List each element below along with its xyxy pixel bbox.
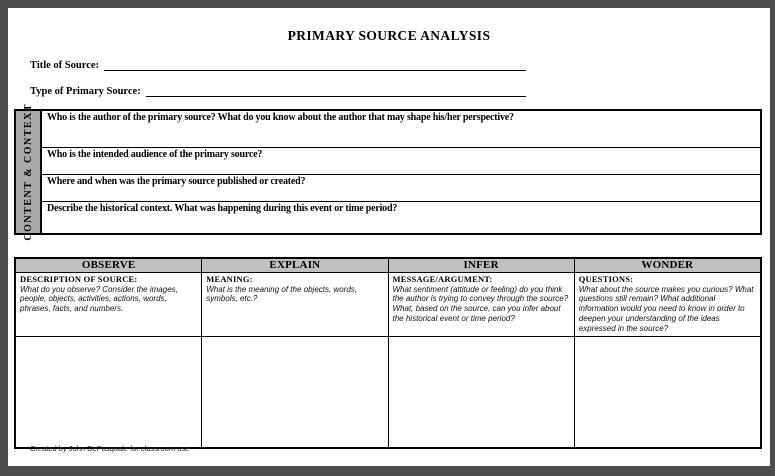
title-of-source-label: Title of Source: [30,60,100,71]
analysis-table [14,257,762,449]
prompt-text-wonder: What about the source makes you curious? What questions still remain? What additional information would you need to know in order to deepen your understanding of the ideas expressed in the source? [578,284,754,333]
prompt-cell-infer [389,273,575,336]
answer-cell-explain[interactable] [202,337,388,447]
prompt-cell-wonder [575,273,760,336]
column-header-explain: EXPLAIN [202,259,388,272]
title-of-source-input-line[interactable] [104,58,526,71]
answer-cell-infer[interactable] [389,337,575,447]
content-context-table [14,103,762,241]
context-question-historical-context[interactable]: Describe the historical context. What was happening during this event or time period? [47,203,398,214]
column-header-wonder: WONDER [641,259,694,271]
prompt-text-infer: What sentiment (attitude or feeling) do you think the author is trying to convey through the source? What, based on the source, can you infer about the historical event or time period? [392,284,569,323]
prompt-text-explain: What is the meaning of the objects, words, symbols, etc.? [206,284,357,304]
analysis-table-prompt-row [16,273,760,337]
prompt-title-explain: MEANING: [206,274,253,284]
prompt-title-wonder: QUESTIONS: [578,274,634,284]
type-of-source-label: Type of Primary Source: [30,86,141,97]
answer-cell-wonder[interactable] [575,337,760,447]
worksheet-page [8,8,770,466]
content-context-sidebar [16,103,42,241]
answer-cell-observe[interactable] [16,337,202,447]
analysis-table-answer-row [16,337,760,447]
column-header-infer: INFER [389,259,575,272]
context-question-audience[interactable]: Who is the intended audience of the primary source? [42,148,760,175]
page-title: PRIMARY SOURCE ANALYSIS [287,28,491,43]
context-question-where-when[interactable]: Where and when was the primary source published or created? [42,175,760,202]
content-context-sidebar-label: CONTENT & CONTEXT [22,103,34,241]
prompt-title-observe: DESCRIPTION OF SOURCE: [20,274,138,284]
context-question-rows [42,111,760,233]
prompt-text-observe: What do you observe? Consider the images, people, objects, activities, actions, words, phrases, facts, and numbers. [20,284,178,314]
title-of-source-field [30,58,526,71]
analysis-table-header-row [16,259,760,273]
column-header-observe: OBSERVE [16,259,202,272]
attribution-text: Created by John DePasquale for classroom use [30,444,190,453]
prompt-cell-observe [16,273,202,336]
type-of-source-field [30,84,526,97]
context-question-author[interactable]: Who is the author of the primary source? What do you know about the author that may shape his/her perspective? [42,111,760,148]
prompt-title-infer: MESSAGE/ARGUMENT: [392,274,493,284]
prompt-cell-explain [202,273,388,336]
type-of-source-input-line[interactable] [146,84,526,97]
